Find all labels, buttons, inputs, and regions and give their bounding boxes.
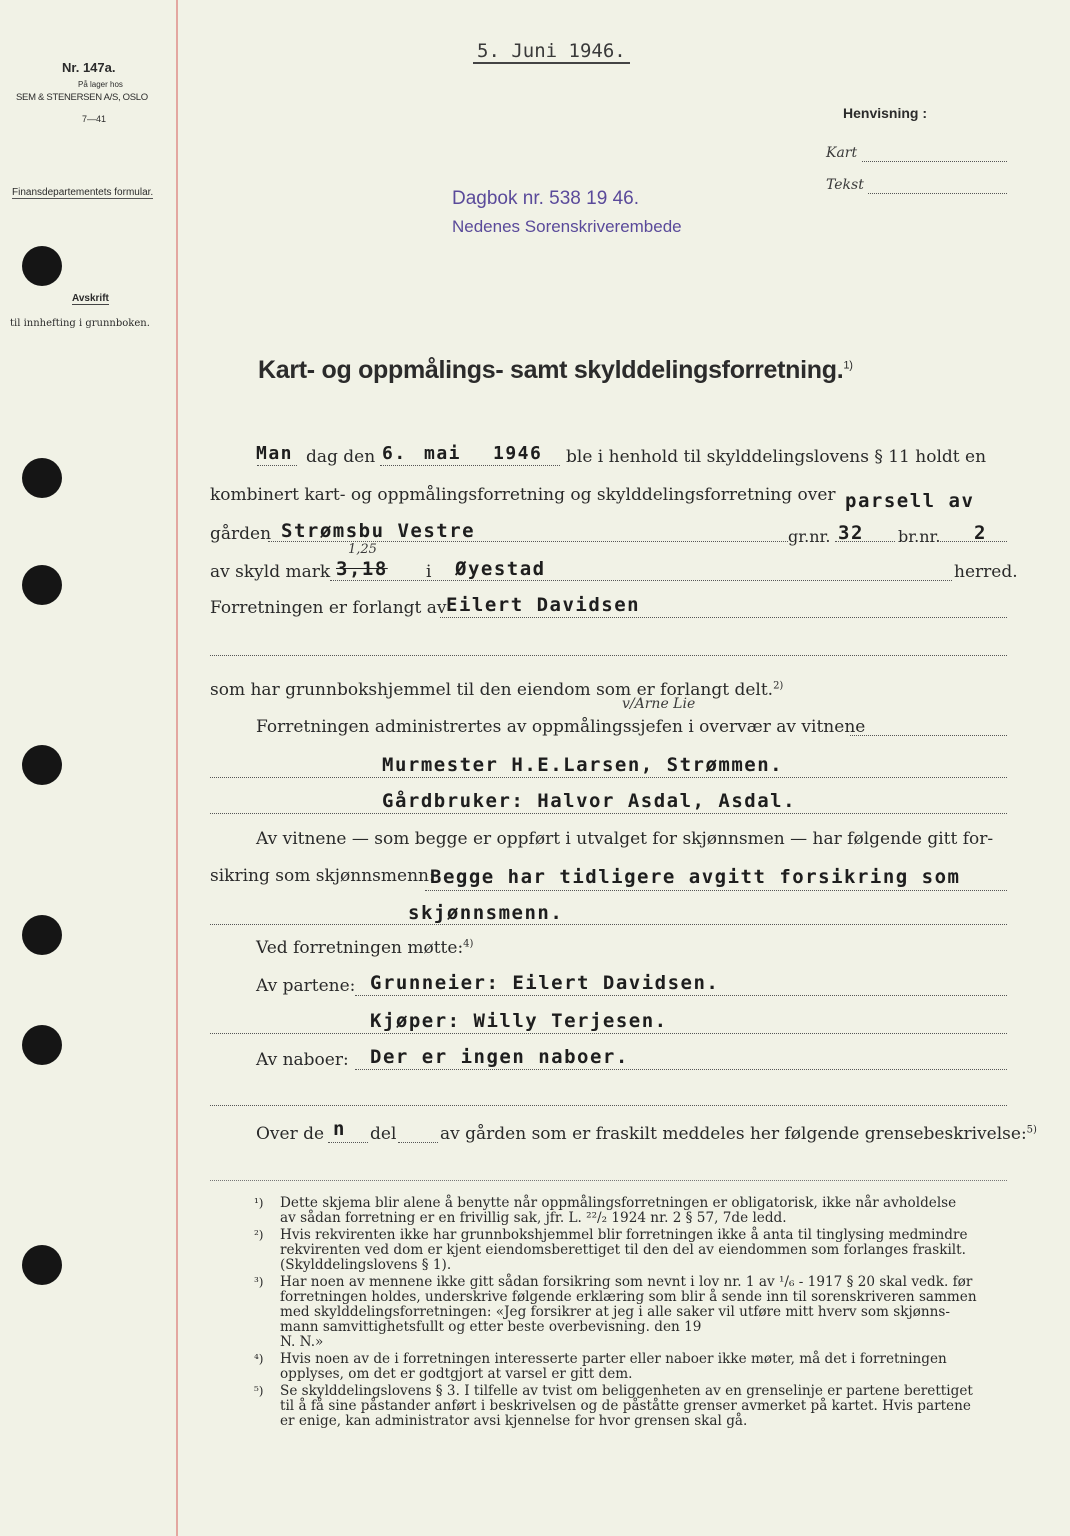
document-date: 5. Juni 1946.: [473, 40, 630, 64]
party-2: Kjøper: Willy Terjesen.: [370, 1010, 668, 1032]
neighbours-value: Der er ingen naboer.: [370, 1046, 629, 1068]
footnote-4-line: opplyses, om det er godtgjort at varsel er gitt dem.: [280, 1366, 633, 1382]
party-1: Grunneier: Eilert Davidsen.: [370, 972, 720, 994]
boundary-text-a: Over de: [256, 1124, 325, 1144]
punch-hole: [22, 246, 62, 286]
witness-1-fill: [210, 777, 1007, 778]
assurance-label: sikring som skjønnsmenn:: [210, 866, 435, 886]
punch-hole: [22, 745, 62, 785]
boundary-footnote-ref: 5): [1026, 1124, 1037, 1136]
parties-label: Av partene:: [256, 976, 356, 996]
punch-hole: [22, 915, 62, 955]
day-value: 6.: [382, 443, 407, 464]
attended-label-text: Ved forretningen møtte:: [256, 938, 464, 958]
assurance-fill: [425, 890, 1007, 891]
municipality-fill: [330, 580, 952, 581]
gnr-fill: [835, 541, 895, 542]
title-footnote-ref: 1): [843, 359, 853, 372]
footnote-separator: [210, 1180, 1007, 1181]
administered-fill: [850, 735, 1007, 736]
punch-hole: [22, 458, 62, 498]
title-holder-footnote-ref: 2): [773, 680, 784, 692]
form-number: Nr. 147a.: [62, 60, 116, 75]
farm-value: Strømsbu Vestre: [281, 520, 476, 542]
neighbours-label: Av naboer:: [256, 1050, 349, 1070]
assurance-text: Av vitnene — som begge er oppført i utvalget for skjønnsmen — har følgende gitt for-: [256, 829, 994, 849]
title-holder-text-b: er forlangt delt.: [636, 680, 774, 700]
requested-by-label: Forretningen er forlangt av: [210, 598, 447, 618]
bnr-value: 2: [974, 522, 987, 544]
footnote-2-line: Hvis rekvirenten ikke har grunnbokshjemmel blir forretningen ikke å anta til tinglysing medmindre: [280, 1227, 968, 1243]
administered-text: Forretningen administrertes av oppmålingssjefen i overvær av vitnene: [256, 717, 866, 737]
publisher-line2: SEM & STENERSEN A/S, OSLO: [16, 92, 148, 103]
boundary-fill-a: [328, 1142, 368, 1143]
assurance-value-cont: skjønnsmenn.: [408, 902, 564, 924]
punch-hole: [22, 1025, 62, 1065]
copy-label: Avskrift: [72, 293, 109, 304]
footnote-5-line: er enige, kan administrator avsi kjennelse for hvor grensen skal gå.: [280, 1413, 748, 1429]
herred-label: herred.: [954, 562, 1018, 582]
gnr-value: 32: [838, 522, 864, 544]
footnote-3-line: mann samvittighetsfullt og etter beste overbevisning. den 19: [280, 1319, 702, 1335]
year-value: 1946: [493, 443, 543, 464]
footnote-2-line: rekvirenten ved dom er kjent eiendomsberettiget til den del av eiendommen som forlanges fraskilt.: [280, 1242, 966, 1258]
footnote-5-line: Se skylddelingslovens § 3. I tilfelle av tvist om beliggenheten av en grenselinje er partene berettiget: [280, 1383, 973, 1399]
margin-rule: [176, 0, 178, 1536]
footnote-3-line: Har noen av mennene ikke gitt sådan forsikring som nevnt i lov nr. 1 av ¹/₆ - 1917 § 20 skal vedk. før: [280, 1274, 973, 1290]
witness-2-fill: [210, 813, 1007, 814]
title-holder-text-a: som har grunnbokshjemmel til den eiendom som: [210, 680, 632, 700]
footnote-3-line: med skylddelingsforretningen: «Jeg forsikrer at jeg i alle saker vil utføre mitt hverv som skjønns-: [280, 1304, 950, 1320]
line1-day-fill: [380, 465, 560, 466]
boundary-text-b: del: [370, 1124, 397, 1144]
boundary-text-c-main: av gården som er fraskilt meddeles her følgende grensebeskrivelse:: [440, 1124, 1027, 1144]
footnote-3-line: forretningen holdes, underskrive følgende erklæring som blir å sende inn til sorenskriveren sammen: [280, 1289, 977, 1305]
title-text: Kart- og oppmålings- samt skylddelingsforretning.: [258, 356, 844, 384]
tax-label: av skyld mark: [210, 562, 331, 582]
line1-fill: [257, 465, 297, 466]
line2-text: kombinert kart- og oppmålingsforretning og skylddelingsforretning over: [210, 485, 836, 505]
requested-by-fill: [440, 617, 1007, 618]
reference-map-label: Kart: [826, 145, 858, 161]
footnote-5-mark: ⁵): [254, 1384, 264, 1398]
in-label: i: [426, 562, 432, 582]
witness-2: Gårdbruker: Halvor Asdal, Asdal.: [382, 790, 797, 812]
title-holder-text: [210, 680, 783, 700]
line2-value: parsell av: [845, 490, 975, 512]
attended-footnote-ref: 4): [463, 938, 474, 950]
assurance-cont-fill: [210, 924, 1007, 925]
requested-by-value: Eilert Davidsen: [446, 594, 641, 616]
edition: 7—41: [82, 114, 107, 124]
tax-value-old: 3,18: [336, 558, 388, 580]
footnote-3-mark: ³): [254, 1275, 264, 1289]
boundary-value: n: [333, 1118, 346, 1140]
party-1-fill: [355, 995, 1007, 996]
punch-hole: [22, 565, 62, 605]
blank-line-2: [210, 1105, 1007, 1106]
boundary-fill-b: [398, 1142, 438, 1143]
handwritten-insertion: v/Arne Lie: [622, 696, 696, 712]
reference-text-line: [868, 193, 1007, 194]
reference-map-line: [862, 161, 1007, 162]
month-value: mai: [424, 443, 462, 464]
footnote-1-line: av sådan forretning er en frivillig sak, jfr. L. ²²/₂ 1924 nr. 2 § 57, 7de ledd.: [280, 1210, 787, 1226]
municipality-value: Øyestad: [455, 558, 546, 580]
line1-text-a: dag den: [306, 447, 376, 467]
footnote-5-line: til å få sine påstander anført i beskrivelsen og de påståtte grenser avmerket på kartet. Hvis partene: [280, 1398, 971, 1414]
line1-text-b: ble i henhold til skylddelingslovens § 11 holdt en: [566, 447, 987, 467]
boundary-text-c: [440, 1124, 1037, 1144]
blank-line: [210, 655, 1007, 656]
journal-stamp-number: Dagbok nr. 538 19 46.: [452, 188, 639, 209]
footnote-4-line: Hvis noen av de i forretningen interesserte parter eller naboer ikke møter, må det i forretningen: [280, 1351, 947, 1367]
reference-text-label: Tekst: [826, 177, 864, 193]
footnote-1-mark: ¹): [254, 1196, 264, 1210]
tax-value-new: 1,25: [348, 542, 377, 557]
attended-label: [256, 938, 473, 958]
assurance-value: Begge har tidligere avgitt forsikring som: [430, 866, 961, 888]
gnr-label: gr.nr.: [788, 527, 831, 546]
farm-fill: [268, 541, 788, 542]
punch-hole: [22, 1245, 62, 1285]
bnr-fill: [940, 541, 1007, 542]
bnr-label: br.nr.: [898, 527, 941, 546]
journal-stamp-office: Nedenes Sorenskriverembede: [452, 217, 682, 236]
footnote-3-line: N. N.»: [280, 1334, 324, 1350]
farm-label: gården: [210, 524, 272, 544]
footnote-4-mark: ⁴): [254, 1352, 264, 1366]
reference-label: Henvisning :: [843, 105, 928, 121]
ministry-formular: Finansdepartementets formular.: [12, 187, 154, 198]
party-2-fill: [210, 1033, 1007, 1034]
footnote-2-line: (Skylddelingslovens § 1).: [280, 1257, 452, 1273]
publisher-line1: På lager hos: [78, 80, 123, 89]
weekday-value: Man: [256, 443, 294, 464]
document-title: [258, 356, 853, 385]
neighbours-fill: [355, 1069, 1007, 1070]
copy-note: til innhefting i grunnboken.: [10, 318, 150, 329]
witness-1: Murmester H.E.Larsen, Strømmen.: [382, 754, 784, 776]
footnote-2-mark: ²): [254, 1228, 264, 1242]
footnote-1-line: Dette skjema blir alene å benytte når oppmålingsforretningen er obligatorisk, ikke når avholdelse: [280, 1195, 957, 1211]
